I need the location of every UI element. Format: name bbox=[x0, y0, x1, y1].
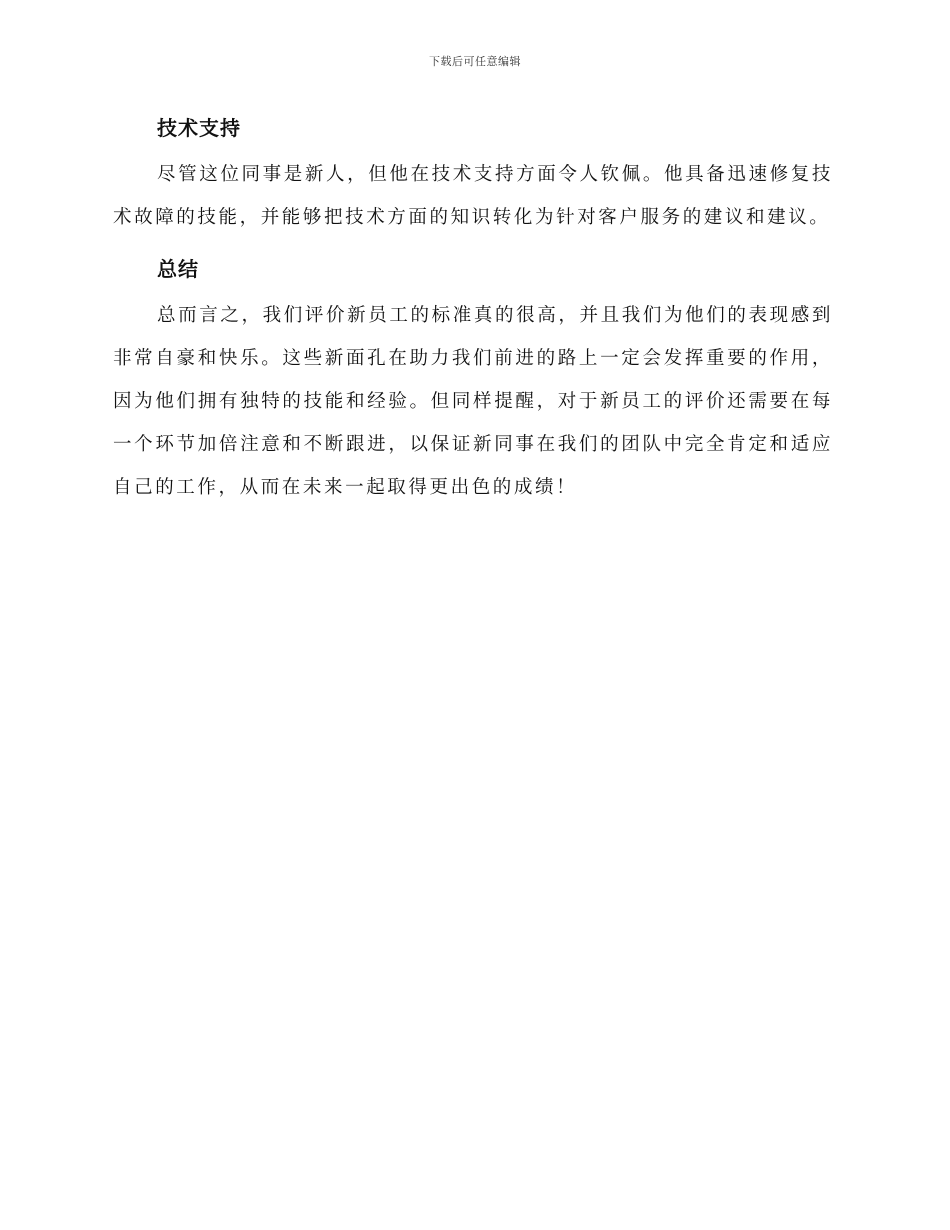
section-heading: 总结 bbox=[157, 257, 199, 281]
page-header: 下载后可任意编辑 bbox=[429, 55, 521, 68]
section-heading: 技术支持 bbox=[157, 116, 241, 140]
section-technical-support bbox=[113, 108, 833, 239]
document-body bbox=[113, 108, 833, 519]
section-paragraph: 尽管这位同事是新人，但他在技术支持方面令人钦佩。他具备迅速修复技术故障的技能，并能够把技术方面的知识转化为针对客户服务的建议和建议。 bbox=[113, 164, 833, 228]
section-summary bbox=[113, 249, 833, 509]
section-paragraph: 总而言之，我们评价新员工的标准真的很高，并且我们为他们的表现感到非常自豪和快乐。这些新面孔在助力我们前进的路上一定会发挥重要的作用，因为他们拥有独特的技能和经验。但同样提醒，对于新员工的评价还需要在每一个环节加倍注意和不断跟进，以保证新同事在我们的团队中完全肯定和适应自己的工作，从而在未来一起取得更出色的成绩！ bbox=[113, 305, 833, 498]
